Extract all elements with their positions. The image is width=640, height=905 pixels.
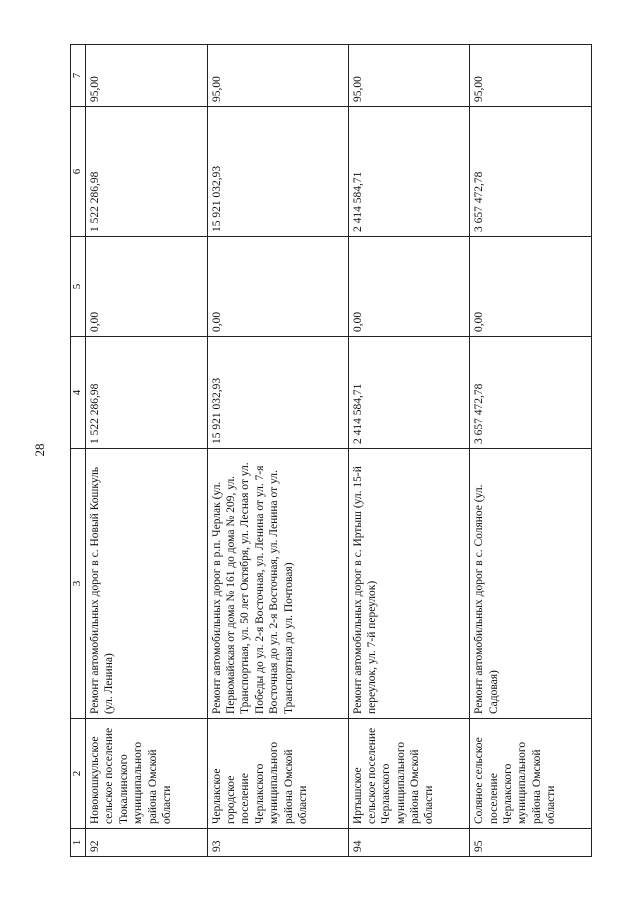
cell-share-percent: 95,00 xyxy=(86,45,208,107)
table-body xyxy=(86,45,592,857)
cell-row-number: 94 xyxy=(348,829,470,857)
page-number: 28 xyxy=(32,443,47,457)
cell-amount-col5: 0,00 xyxy=(348,237,470,337)
cell-row-number: 93 xyxy=(207,829,348,857)
column-header: 5 xyxy=(71,237,86,337)
column-header: 4 xyxy=(71,337,86,449)
table-row xyxy=(470,45,592,857)
rotated-table-wrapper xyxy=(70,45,592,857)
cell-row-number: 92 xyxy=(86,829,208,857)
cell-row-number: 95 xyxy=(470,829,592,857)
cell-total-amount: 2 414 584,71 xyxy=(348,337,470,449)
column-header: 7 xyxy=(71,45,86,107)
cell-municipality: Черлакское городское поселение Черлакского муниципального района Омской области xyxy=(207,719,348,829)
cell-amount-col5: 0,00 xyxy=(207,237,348,337)
cell-total-amount: 1 522 286,98 xyxy=(86,337,208,449)
cell-total-amount: 3 657 472,78 xyxy=(470,337,592,449)
table-container xyxy=(70,45,592,857)
cell-amount-col6: 3 657 472,78 xyxy=(470,107,592,237)
cell-amount-col5: 0,00 xyxy=(470,237,592,337)
cell-municipality: Новокошкульское сельское поселение Тюкалинского муниципального района Омской области xyxy=(86,719,208,829)
cell-share-percent: 95,00 xyxy=(470,45,592,107)
cell-project-description: Ремонт автомобильных дорог в р.п. Черлак (ул. Первомайская от дома № 161 до дома № 209, ул. Транспортная, ул. 50 лет Октября, ул. Лесная от ул. Победы до ул. 2-я Восточная, ул. Ленина от ул. 7-я Восточная до ул. 2-я Восточная, ул. Ленина от ул. Транспортная до ул. Почтовая) xyxy=(207,449,348,719)
cell-amount-col6: 15 921 032,93 xyxy=(207,107,348,237)
cell-municipality: Соляное сельское поселение Черлакского муниципального района Омской области xyxy=(470,719,592,829)
table-row xyxy=(207,45,348,857)
cell-share-percent: 95,00 xyxy=(348,45,470,107)
column-header: 1 xyxy=(71,829,86,857)
table-row xyxy=(86,45,208,857)
column-header: 2 xyxy=(71,719,86,829)
cell-amount-col6: 2 414 584,71 xyxy=(348,107,470,237)
table-row xyxy=(348,45,470,857)
cell-total-amount: 15 921 032,93 xyxy=(207,337,348,449)
budget-table xyxy=(70,44,592,857)
cell-amount-col6: 1 522 286,98 xyxy=(86,107,208,237)
column-header: 6 xyxy=(71,107,86,237)
cell-municipality: Иртышское сельское поселение Черлакского муниципального района Омской области xyxy=(348,719,470,829)
cell-project-description: Ремонт автомобильных дорог в с. Иртыш (ул. 15-й переулок, ул. 7-й переулок) xyxy=(348,449,470,719)
cell-amount-col5: 0,00 xyxy=(86,237,208,337)
cell-share-percent: 95,00 xyxy=(207,45,348,107)
column-header: 3 xyxy=(71,449,86,719)
cell-project-description: Ремонт автомобильных дорог в с. Новый Кошкуль (ул. Ленина) xyxy=(86,449,208,719)
table-header-row xyxy=(71,45,86,857)
cell-project-description: Ремонт автомобильных дорог в с. Соляное (ул. Садовая) xyxy=(470,449,592,719)
